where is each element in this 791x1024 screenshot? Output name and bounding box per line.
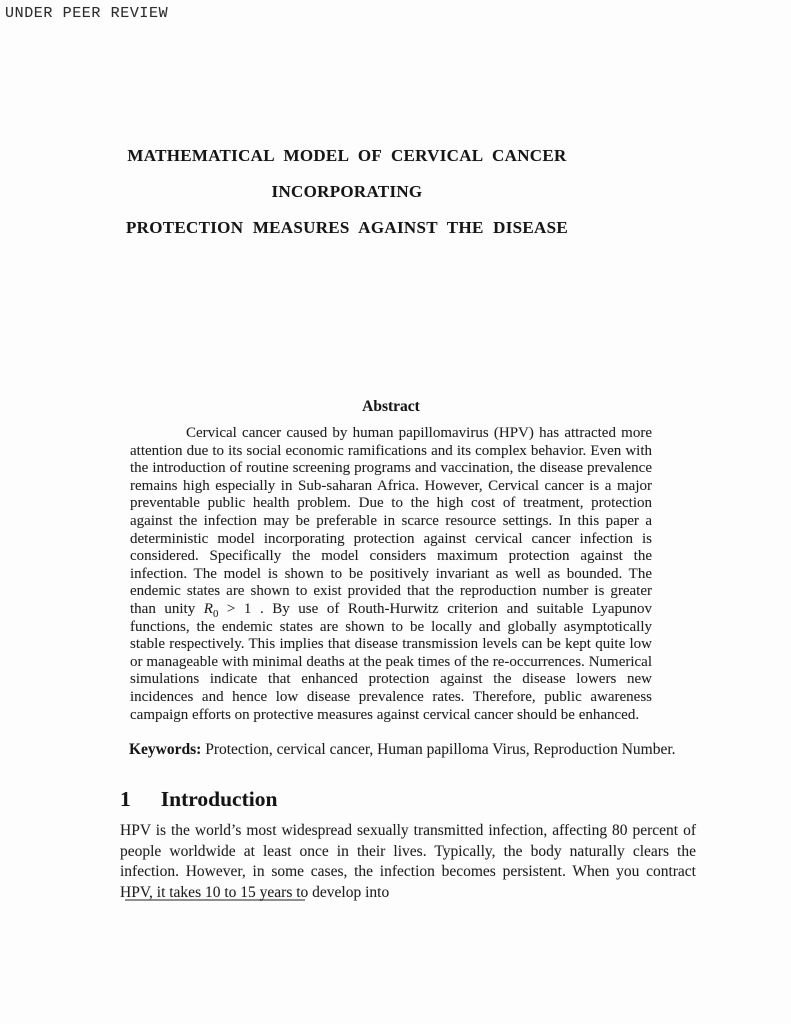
reproduction-number-variable: R [203, 600, 213, 617]
keywords-label: Keywords: [129, 741, 202, 759]
paper-content-column [120, 0, 696, 901]
introduction-paragraph: HPV is the world’s most widespread sexually transmitted infection, affecting 80 percent of people worldwide at least once in their lives. Typically, the body naturally clears the infection. However, in some cases, the infection becomes persistent. When you contract HPV, it takes 10 to 15 years to develop into [120, 822, 696, 901]
keywords-paragraph [120, 739, 696, 760]
reproduction-number-subscript: 0 [212, 607, 219, 620]
paper-title-line1: MATHEMATICAL MODEL OF CERVICAL CANCER INCORPORATING [127, 146, 567, 201]
abstract-text-post: > 1 . By use of Routh-Hurwitz criterion and suitable Lyapunov functions, the endemic states are shown to be locally and globally asymptotically stable respectively. This implies that disease transmission levels can be kept quite low or manageable with minimal deaths at the peak times of the re-occurrences. Numerical simulations indicate that enhanced protection against the disease lowers new incidences and hence low disease prevalence rates. Therefore, public awareness campaign efforts on protective measures against cervical cancer should be enhanced. [130, 600, 652, 723]
peer-review-watermark: UNDER PEER REVIEW [5, 5, 169, 22]
abstract-section [130, 398, 652, 724]
section-heading-introduction [120, 787, 696, 812]
abstract-text-pre: Cervical cancer caused by human papillomavirus (HPV) has attracted more attention due to its social economic ramifications and its complex behavior. Even with the introduction of routine screening programs and vaccination, the disease prevalence remains high especially in Sub-saharan Africa. However, Cervical cancer is a major preventable public health problem. Due to the high cost of treatment, protection against the infection may be preferable in scarce resource settings. In this paper a deterministic model incorporating protection against cervical cancer infection is considered. Specifically the model considers maximum protection against the infection. The model is shown to be positively invariant as well as bounded. The endemic states are shown to exist provided that the reproduction number is greater than unity [130, 425, 652, 617]
abstract-heading: Abstract [362, 398, 420, 415]
paper-title [59, 138, 635, 246]
paper-title-line2: PROTECTION MEASURES AGAINST THE DISEASE [125, 218, 569, 237]
section-title: Introduction [160, 787, 278, 812]
abstract-paragraph [130, 425, 652, 724]
keywords-text: Protection, cervical cancer, Human papilloma Virus, Reproduction Number. [201, 741, 676, 759]
section-number: 1 [120, 787, 131, 812]
